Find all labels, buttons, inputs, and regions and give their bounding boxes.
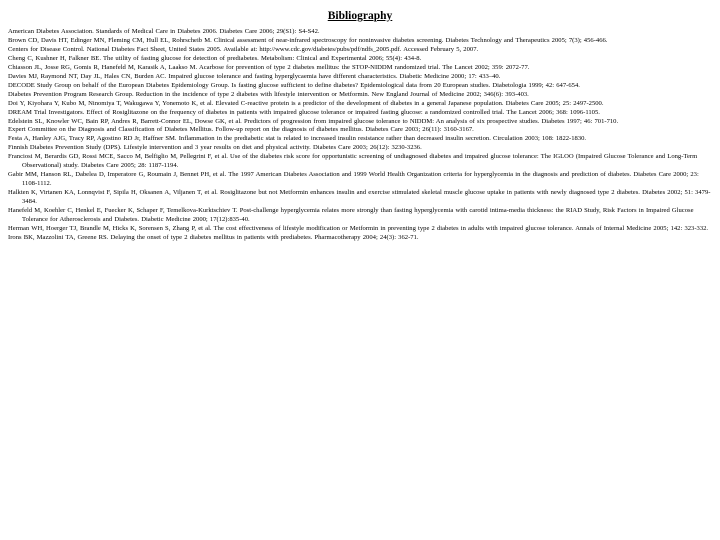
reference-item: Finnish Diabetes Prevention Study (DPS). Lifestyle intervention and 3 year results on diet and physical activity. Diabetes Care 2003; 26(12): 3230-3236. (8, 144, 422, 152)
reference-item: Doi Y, Kiyohara Y, Kubo M, Ninomiya T, Wakugawa Y, Yonemoto K, et al. Elevated C-reactive protein is a predictor of the development of diabetes in a general Japanese population. Diabetes Care 2005; 25: 2497-2500. (8, 99, 604, 107)
reference-item: Festa A, Hanley AJG, Tracy RP, Agostino RD Jr, Haffner SM. Inflammation in the prediabetic stat is related to increased insulin resistance rather than decreased insulin secretion. Circulation 2003; 108: 1822-1830. (8, 135, 587, 143)
reference-item: Gabir MM, Hanson RL, Dabelea D, Imperatore G, Roumain J, Bennet PH, et al. The 1997 American Diabetes Association and 1999 World Health Organization criteria for hyperglycemia in the diagnosis and prediction of diabetes. Diabetes Care 2000; 23: 1108-1112. (8, 171, 699, 188)
reference-item: Herman WH, Hoerger TJ, Brandle M, Hicks K, Sorensen S, Zhang P, et al. The cost effectiveness of lifestyle modification or Metformin in preventing type 2 diabetes in adults with impaired glucose tolerance. Annals of Internal Medicine 2005; 142: 323-332. (8, 224, 709, 232)
reference-item: Halkten K, Virtanen KA, Lonnqvist F, Sipila H, Oksanen A, Viljanen T, et al. Rosiglitazone but not Metformin enhances insulin and exercise stimulated skeletal muscle glucose uptake in patients with newly diagnosed type 2 diabetes. Diabetes 2002; 51: 3479-3484. (8, 189, 711, 206)
reference-item: Franciosi M, Berardis GD, Rossi MCE, Sacco M, Belfiglio M, Pellegrini F, et al. Use of the diabetes risk score for opportunistic screening of undiagnosed diabetes and impaired glucose tolerance: The IGLOO (Impaired Glucose Tolerance and Long-Term Observational) study. Diabetes Care 2005; 28: 1187-1194. (8, 153, 698, 170)
reference-item: Cheng C, Kushner H, Falkner BE. The utility of fasting glucose for detection of prediabetes. Metabolism: Clinical and Experimental 2006; 55(4): 434-8. (8, 54, 422, 62)
reference-item: Brown CD, Davis HT, Edinger MN, Fleming CM, Hull EL, Rohrscheib M. Clinical assessment of near-infrared spectroscopy for noninvasive diabetes screening. Diabetes Technology and Therapeutics 2005; 7(3); 456-466. (8, 36, 608, 44)
reference-item: Diabetes Prevention Program Research Group. Reduction in the incidence of type 2 diabetes with lifestyle intervention or Metformin. New England Journal of Medicine 2002; 346(6): 393-403. (8, 90, 529, 98)
reference-item: DECODE Study Group on behalf of the European Diabetes Epidemiology Group. Is fasting glucose sufficient to define diabetes? Epidemiological data from 20 European studies. Diabetologia 1999; 42: 647-654. (8, 81, 580, 89)
reference-item: Edelstein SL, Knowler WC, Bain RP, Andres R, Barrett-Connor EL, Dowse GK, et al. Predictors of progression from impaired glucose tolerance to NIDDM: An analysis of six prospective studies. Diabetes 1997; 46: 701-710. (8, 117, 619, 125)
reference-item: Centers for Disease Control. National Diabetes Fact Sheet, United States 2005. Available at: http://www.cdc.gov/diabetes/pubs/pdf/ndfs_2005.pdf. Accessed February 5, 2007. (8, 45, 479, 53)
reference-item: Davies MJ, Raymond NT, Day JL, Hales CN, Burden AC. Impaired glucose tolerance and fasting hyperglycaemia have different characteristics. Diabetic Medicine 2000; 17: 433–40. (8, 72, 501, 80)
page-title: Bibliography (327, 10, 393, 22)
reference-item: Irons BK, Mazzolini TA, Greene RS. Delaying the onset of type 2 diabetes mellitus in patients with prediabetes. Pharmacotherapy 2004; 24(3): 362-71. (8, 233, 419, 241)
reference-item: Expert Committee on the Diagnosis and Classification of Diabetes Mellitus. Follow-up report on the diagnosis of diabetes mellitus. Diabetes Care 2003; 26(11): 3160-3167. (8, 126, 474, 134)
reference-item: Hanefeld M, Koehler C, Henkel E, Fuecker K, Schaper F, Temelkova-Kurktschiev T. Post-challenge hyperglycemia relates more strongly than fasting hyperglycemia with carotid intima-media thickness: the RIAD Study, Risk Factors in Impaired Glucose Tolerance for Atherosclerosis and Diabetes. Diabetic Medicine 2000; 17(12):835-40. (8, 207, 694, 224)
reference-list (8, 28, 712, 243)
reference-item: Chiasson JL, Josse RG, Gomis R, Hanefeld M, Karasik A, Laakso M. Acarbose for prevention of type 2 diabetes mellitus: the STOP-NIDDM randomized trial. The Lancet 2002; 359: 2072-77. (8, 63, 530, 71)
reference-item: American Diabetes Association. Standards of Medical Care in Diabetes 2006. Diabetes Care 2006; 29(S1): S4-S42. (8, 28, 320, 35)
reference-item: DREAM Trial Investigators. Effect of Rosiglitazone on the frequency of diabetes in patients with impaired glucose tolerance or impaired fasting glucose: a randomized controlled trial. The Lancet 2006; 368: 1096-1105. (8, 108, 600, 116)
